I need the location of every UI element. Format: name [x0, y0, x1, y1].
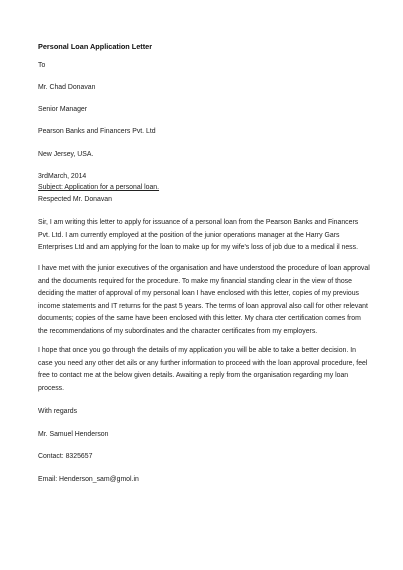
paragraph-line: I have met with the junior executives of the organisation and have understood the procedure of loan approval: [38, 265, 370, 272]
recipient-name: Mr. Chad Donavan: [38, 84, 96, 91]
letter-title: Personal Loan Application Letter: [38, 42, 153, 51]
paragraph-line: documents; copies of the same have been enclosed with this letter. My chara cter certification comes from: [38, 315, 361, 322]
sender-email: Email: Henderson_sam@gmol.in: [38, 476, 139, 483]
paragraph-line: deciding the matter of approval of my personal loan I have enclosed with this letter, copies of my previous: [38, 290, 359, 297]
paragraph-line: Sir, I am writing this letter to apply for issuance of a personal loan from the Pearson Banks and Financers: [38, 219, 359, 226]
paragraph-line: process.: [38, 384, 65, 392]
paragraph-1: [38, 219, 366, 257]
paragraph-line: and the documents required for the procedure. To make my financial standing clear in the view of those: [38, 277, 352, 285]
to-label: To: [38, 62, 46, 69]
recipient-company: Pearson Banks and Financers Pvt. Ltd: [38, 128, 156, 135]
salutation: Respected Mr. Donavan: [38, 196, 112, 203]
paragraph-3: [38, 347, 366, 397]
paragraph-line: I hope that once you go through the details of my application you will be able to take a better decision. In: [38, 347, 356, 354]
paragraph-line: income statements and IT returns for the past 5 years. The terms of loan approval also call for other relevant: [38, 302, 368, 310]
letter-date: 3rdMarch, 2014: [38, 173, 87, 180]
paragraph-line: Pvt. Ltd. I am currently employed at the position of the junior operations manager at the Harry Gars: [38, 231, 340, 239]
recipient-title: Senior Manager: [38, 106, 88, 113]
sender-name: Mr. Samuel Henderson: [38, 431, 109, 438]
paragraph-line: case you need any other det ails or any further information to proceed with the loan approval procedure, feel: [38, 359, 368, 367]
closing: With regards: [38, 408, 78, 415]
paragraph-line: free to contact me at the below given details. Awaiting a reply from the organisation regarding my loan: [38, 372, 349, 379]
paragraph-2: [38, 265, 370, 340]
paragraph-line: the recommendations of my subordinates and the character certificates from my employers.: [38, 327, 318, 335]
paragraph-line: Enterprises Ltd and am applying for the loan to make up for my wife's loss of job due to a medical il ness.: [38, 244, 358, 251]
letter-subject: Subject: Application for a personal loan.: [38, 184, 160, 191]
sender-contact: Contact: 8325657: [38, 453, 93, 460]
recipient-location: New Jersey, USA.: [38, 151, 94, 158]
